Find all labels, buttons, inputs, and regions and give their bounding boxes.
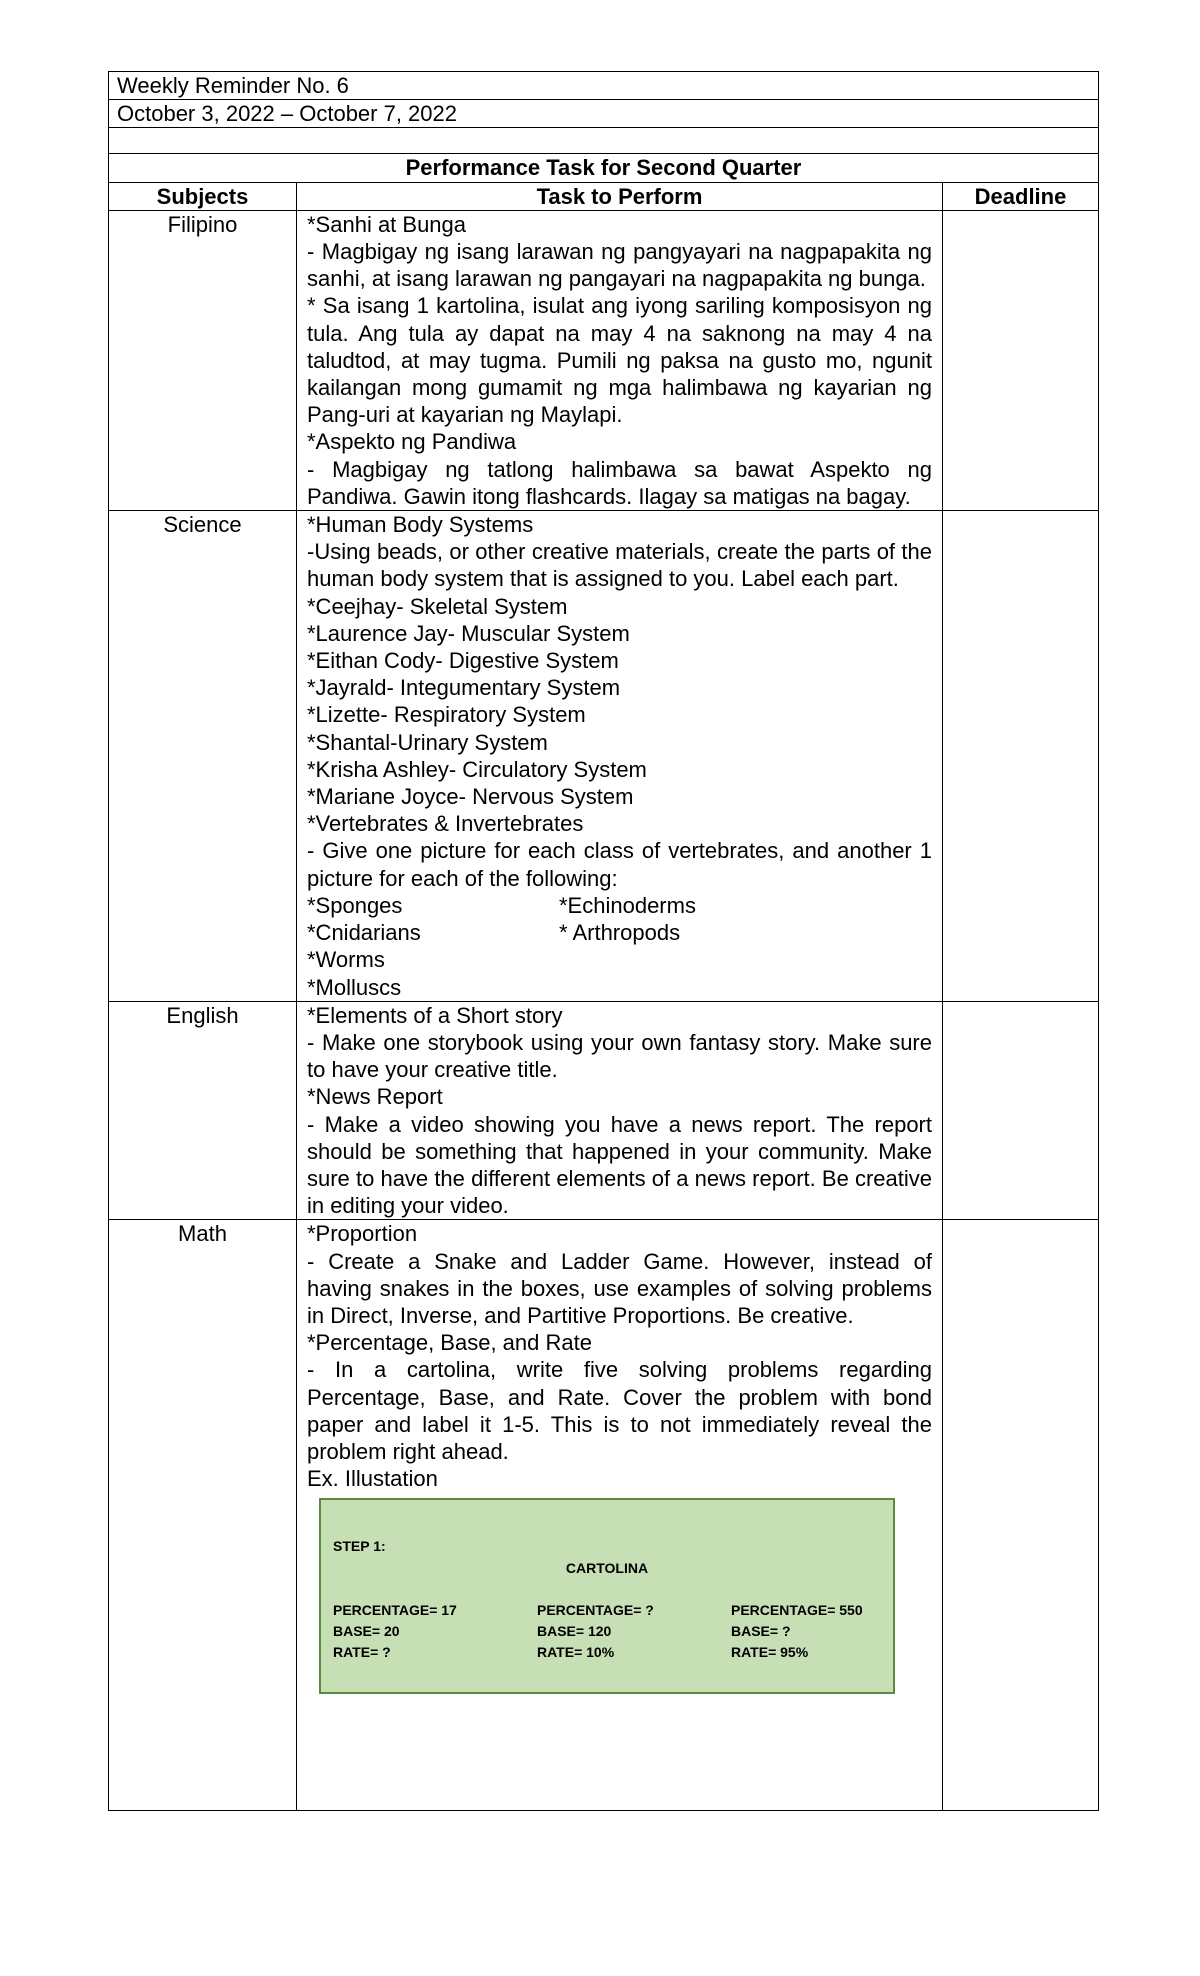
problem-value: RATE= 95%: [731, 1644, 809, 1661]
task-line: *Lizette- Respiratory System: [307, 702, 586, 728]
task-cell: [297, 1001, 943, 1220]
invertebrate-item: * Arthropods: [559, 920, 681, 946]
date-row: [109, 100, 1099, 128]
task-cell: [297, 511, 943, 1002]
illustration-step: STEP 1:: [333, 1538, 386, 1555]
deadline-cell: [943, 1001, 1099, 1220]
deadline-cell: [943, 210, 1099, 510]
invertebrate-item: *Cnidarians: [307, 920, 421, 946]
subject-cell: Science: [109, 511, 297, 1002]
weekly-reminder: Weekly Reminder No. 6: [109, 72, 1099, 100]
deadline-cell: [943, 511, 1099, 1002]
cartolina-illustration: [319, 1498, 895, 1694]
problem-value: BASE= 20: [333, 1623, 400, 1640]
subject-cell: Math: [109, 1220, 297, 1811]
task-line: *Ceejhay- Skeletal System: [307, 593, 568, 619]
task-line: *Laurence Jay- Muscular System: [307, 620, 630, 646]
problem-value: PERCENTAGE= ?: [537, 1602, 654, 1619]
task-line: *Jayrald- Integumentary System: [307, 675, 621, 701]
invertebrate-item: *Molluscs: [307, 974, 402, 1000]
table-title: Performance Task for Second Quarter: [109, 154, 1099, 182]
date-range: October 3, 2022 – October 7, 2022: [109, 100, 1099, 128]
invertebrate-pair: [307, 892, 932, 919]
invertebrate-pair: [307, 919, 932, 946]
task-line: *Eithan Cody- Digestive System: [307, 648, 619, 674]
problem-column: [731, 1600, 863, 1663]
problem-value: PERCENTAGE= 550: [731, 1602, 863, 1619]
problem-value: RATE= 10%: [537, 1644, 615, 1661]
task-line: * Sa isang 1 kartolina, isulat ang iyong sariling komposisyon ng tula. Ang tula ay dapat na may 4 na saknong na may 4 na taludtod, at may tugma. Pumili ng paksa na gusto mo, ngunit kailangan mong gumamit ng mga halimbawa ng kayarian ng Pang-uri at kayarian ng Maylapi.: [307, 293, 932, 428]
illustration-label: CARTOLINA: [565, 1560, 649, 1577]
invertebrate-item: *Echinoderms: [559, 892, 696, 918]
subject-cell: Filipino: [109, 210, 297, 510]
problem-value: RATE= ?: [333, 1644, 391, 1661]
column-header-deadline: Deadline: [943, 182, 1099, 210]
problem-value: BASE= ?: [731, 1623, 791, 1640]
task-line: *Krisha Ashley- Circulatory System: [307, 756, 647, 782]
task-line: - Make one storybook using your own fantasy story. Make sure to have your creative title.: [307, 1029, 932, 1083]
task-line: *Proportion: [307, 1221, 418, 1247]
invertebrate-item: *Sponges: [307, 892, 403, 918]
task-line: - In a cartolina, write five solving problems regarding Percentage, Base, and Rate. Cover the problem with bond paper and label it 1-5. This is to not immediately reveal the problem right ahead.: [307, 1357, 932, 1464]
task-line: - Make a video showing you have a news report. The report should be something that happened in your community. Make sure to have the different elements of a news report. Be creative in editing your video.: [307, 1111, 932, 1219]
table-row-math: [109, 1220, 1099, 1811]
column-header-row: [109, 182, 1099, 210]
column-header-subjects: Subjects: [109, 182, 297, 210]
task-line: *Human Body Systems: [307, 512, 534, 538]
problem-column: [333, 1600, 457, 1663]
blank-cell: [109, 128, 1099, 154]
task-line: Ex. Illustation: [307, 1466, 438, 1492]
column-header-task: Task to Perform: [297, 182, 943, 210]
task-line: *Elements of a Short story: [307, 1002, 563, 1028]
task-line: - Magbigay ng tatlong halimbawa sa bawat Aspekto ng Pandiwa. Gawin itong flashcards. Ilagay sa matigas na bagay.: [307, 456, 932, 509]
table-row-filipino: [109, 210, 1099, 510]
task-line: *Percentage, Base, and Rate: [307, 1330, 592, 1356]
task-line: *Shantal-Urinary System: [307, 729, 548, 755]
title-row: [109, 154, 1099, 182]
task-line: *News Report: [307, 1084, 443, 1110]
problem-value: BASE= 120: [537, 1623, 612, 1640]
invertebrate-item: *Worms: [307, 947, 385, 973]
task-line: *Mariane Joyce- Nervous System: [307, 784, 634, 810]
problem-value: PERCENTAGE= 17: [333, 1602, 457, 1619]
performance-task-table: [108, 71, 1099, 1811]
table-row-science: [109, 511, 1099, 1002]
task-line: -Using beads, or other creative materials, create the parts of the human body system that is assigned to you. Label each part.: [307, 539, 932, 592]
document-sheet: [108, 71, 1098, 1811]
table-row-english: [109, 1001, 1099, 1220]
task-cell: [297, 210, 943, 510]
task-line: *Sanhi at Bunga: [307, 211, 467, 237]
deadline-cell: [943, 1220, 1099, 1811]
task-line: *Vertebrates & Invertebrates: [307, 811, 584, 837]
task-line: - Give one picture for each class of vertebrates, and another 1 picture for each of the following:: [307, 838, 932, 891]
reminder-row: [109, 72, 1099, 100]
task-cell: [297, 1220, 943, 1811]
task-line: - Create a Snake and Ladder Game. However, instead of having snakes in the boxes, use examples of solving problems in Direct, Inverse, and Partitive Proportions. Be creative.: [307, 1248, 932, 1328]
subject-cell: English: [109, 1001, 297, 1220]
problem-column: [537, 1600, 654, 1663]
task-line: *Aspekto ng Pandiwa: [307, 429, 517, 455]
task-line: - Magbigay ng isang larawan ng pangyayari na nagpapakita ng sanhi, at isang larawan ng pangayari na nagpapakita ng bunga.: [307, 239, 932, 292]
blank-row: [109, 128, 1099, 154]
